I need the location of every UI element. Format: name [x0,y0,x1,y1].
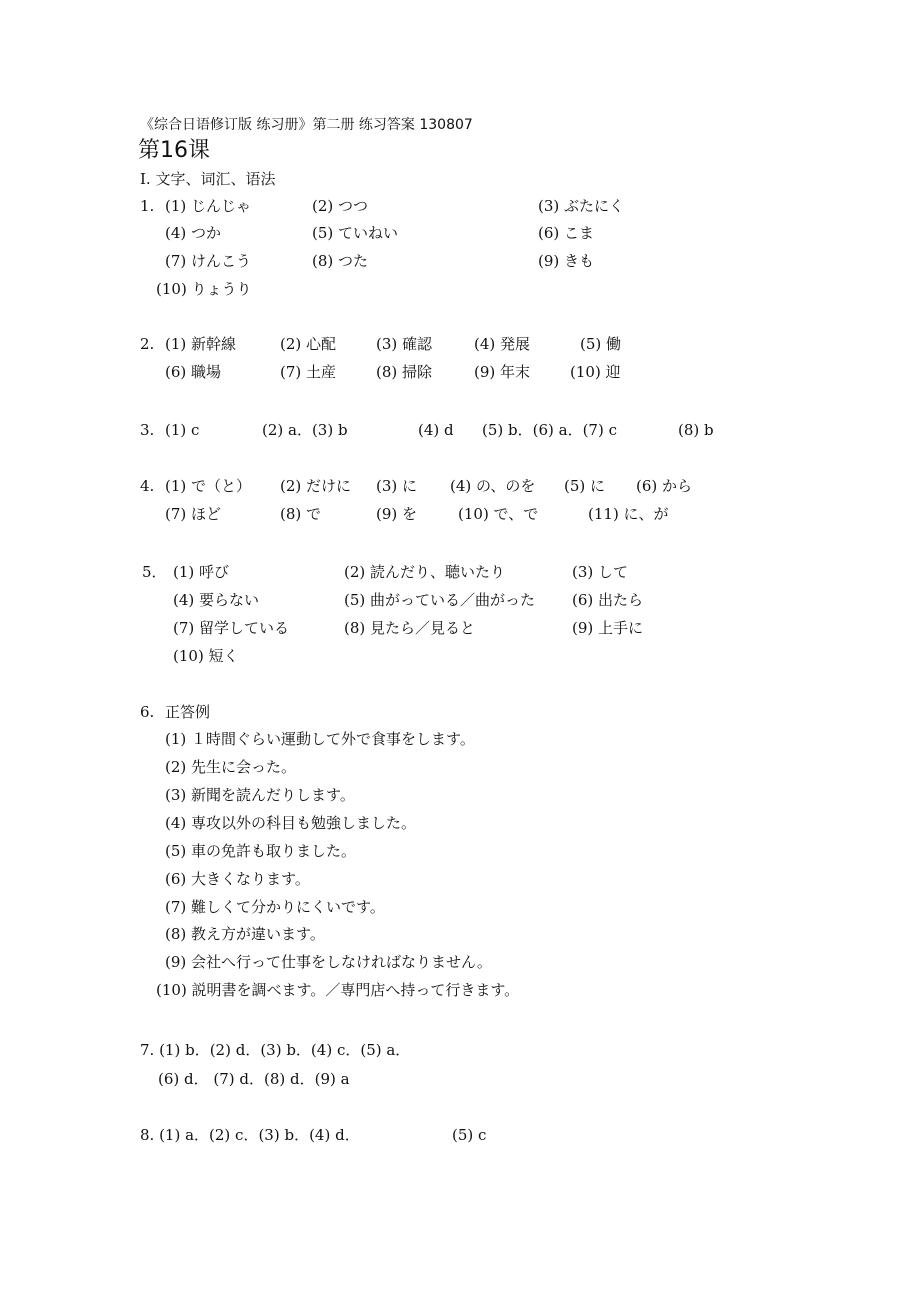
answer-item: (1) 呼び [173,563,230,581]
question-number: 6. [140,703,155,721]
answer-line: (5) c [452,1126,487,1144]
question-label: 正答例 [165,703,211,721]
answer-item: (9) 年末 [474,363,531,381]
answer-item: (1) 新幹線 [165,335,237,353]
answer-sentence: (1) １時間ぐらい運動して外で食事をします。 [165,730,475,748]
answer-item: (5) に [564,477,606,495]
answer-item: (4) 発展 [474,335,531,353]
answer-item: (6) から [636,477,693,495]
answer-sentence: (7) 難しくて分かりにくいです。 [165,898,385,916]
answer-item: (10) 迎 [570,363,621,381]
answer-item: (3) して [572,563,629,581]
answer-sentence: (6) 大きくなります。 [165,870,310,888]
answer-item: (3) ぶたにく [538,197,625,215]
answer-item: (8) 見たら／見ると [344,619,476,637]
answer-item: (10) 短く [173,647,239,665]
lesson-heading: 第16课 [138,138,210,163]
answer-sentence: (9) 会社へ行って仕事をしなければなりません。 [165,953,492,971]
answer-item: (5) 曲がっている／曲がった [344,591,536,609]
answer-item: (8) で [280,505,322,523]
answer-item: (1) じんじゃ [165,197,252,215]
answer-sentence: (3) 新聞を読んだりします。 [165,786,355,804]
answer-sentence: (5) 車の免許も取りました。 [165,842,357,860]
answer-item: (2) だけに [280,477,352,495]
answer-item: (7) 土産 [280,363,337,381]
answer-item: (6) 出たら [572,591,644,609]
answer-item: (7) ほど [165,505,222,523]
answer-sentence: (10) 説明書を調べます。／専門店へ持って行きます。 [156,981,520,999]
answer-item: (4) 要らない [173,591,260,609]
answer-item: (4) d [418,421,454,439]
answer-item: (2) 心配 [280,335,337,353]
question-number: 5． [142,563,167,581]
answer-sentence: (8) 教え方が違います。 [165,925,325,943]
answer-item: (2) つつ [312,197,369,215]
answer-sentence: (4) 専攻以外の科目も勉強しました。 [165,814,417,832]
answer-item: (5) ていねい [312,224,399,242]
answer-item: (9) を [376,505,418,523]
document-title: 《综合日语修订版 练习册》第二册 练习答案 130807 [140,117,473,133]
answer-line: 7. (1) b．(2) d．(3) b．(4) c．(5) a． [140,1041,411,1059]
answer-item: (5) 働 [580,335,622,353]
question-number: 3. [140,421,155,439]
answer-item: (3) 確認 [376,335,433,353]
answer-item: (1) で（と） [165,477,252,495]
answer-item: (7) 留学している [173,619,290,637]
section-title: I. 文字、词汇、语法 [140,170,276,188]
answer-item: (8) つた [312,252,369,270]
answer-item: (8) b [678,421,714,439]
answer-item: (4) つか [165,224,222,242]
answer-item: (8) 掃除 [376,363,433,381]
answer-item: (10) りょうり [156,280,252,298]
answer-item: (3) に [376,477,418,495]
question-number: 2. [140,335,155,353]
answer-line: (6) d． (7) d．(8) d．(9) a [158,1070,350,1088]
answer-item: (11) に、が [588,505,669,523]
answer-item: (5) b．(6) a．(7) c [482,421,617,439]
question-number: 4. [140,477,155,495]
answer-sentence: (2) 先生に会った。 [165,758,297,776]
answer-item: (1) c [165,421,200,439]
answer-item: (6) 職場 [165,363,222,381]
answer-item: (2) a．(3) b [262,421,348,439]
question-number: 1. [140,197,155,215]
answer-item: (6) こま [538,224,595,242]
answer-line: 8. (1) a．(2) c．(3) b．(4) d． [140,1126,360,1144]
answer-item: (2) 読んだり、聴いたり [344,563,506,581]
answer-item: (4) の、のを [450,477,536,495]
answer-item: (10) で、で [458,505,539,523]
answer-item: (9) 上手に [572,619,644,637]
answer-item: (7) けんこう [165,252,252,270]
answer-item: (9) きも [538,252,595,270]
